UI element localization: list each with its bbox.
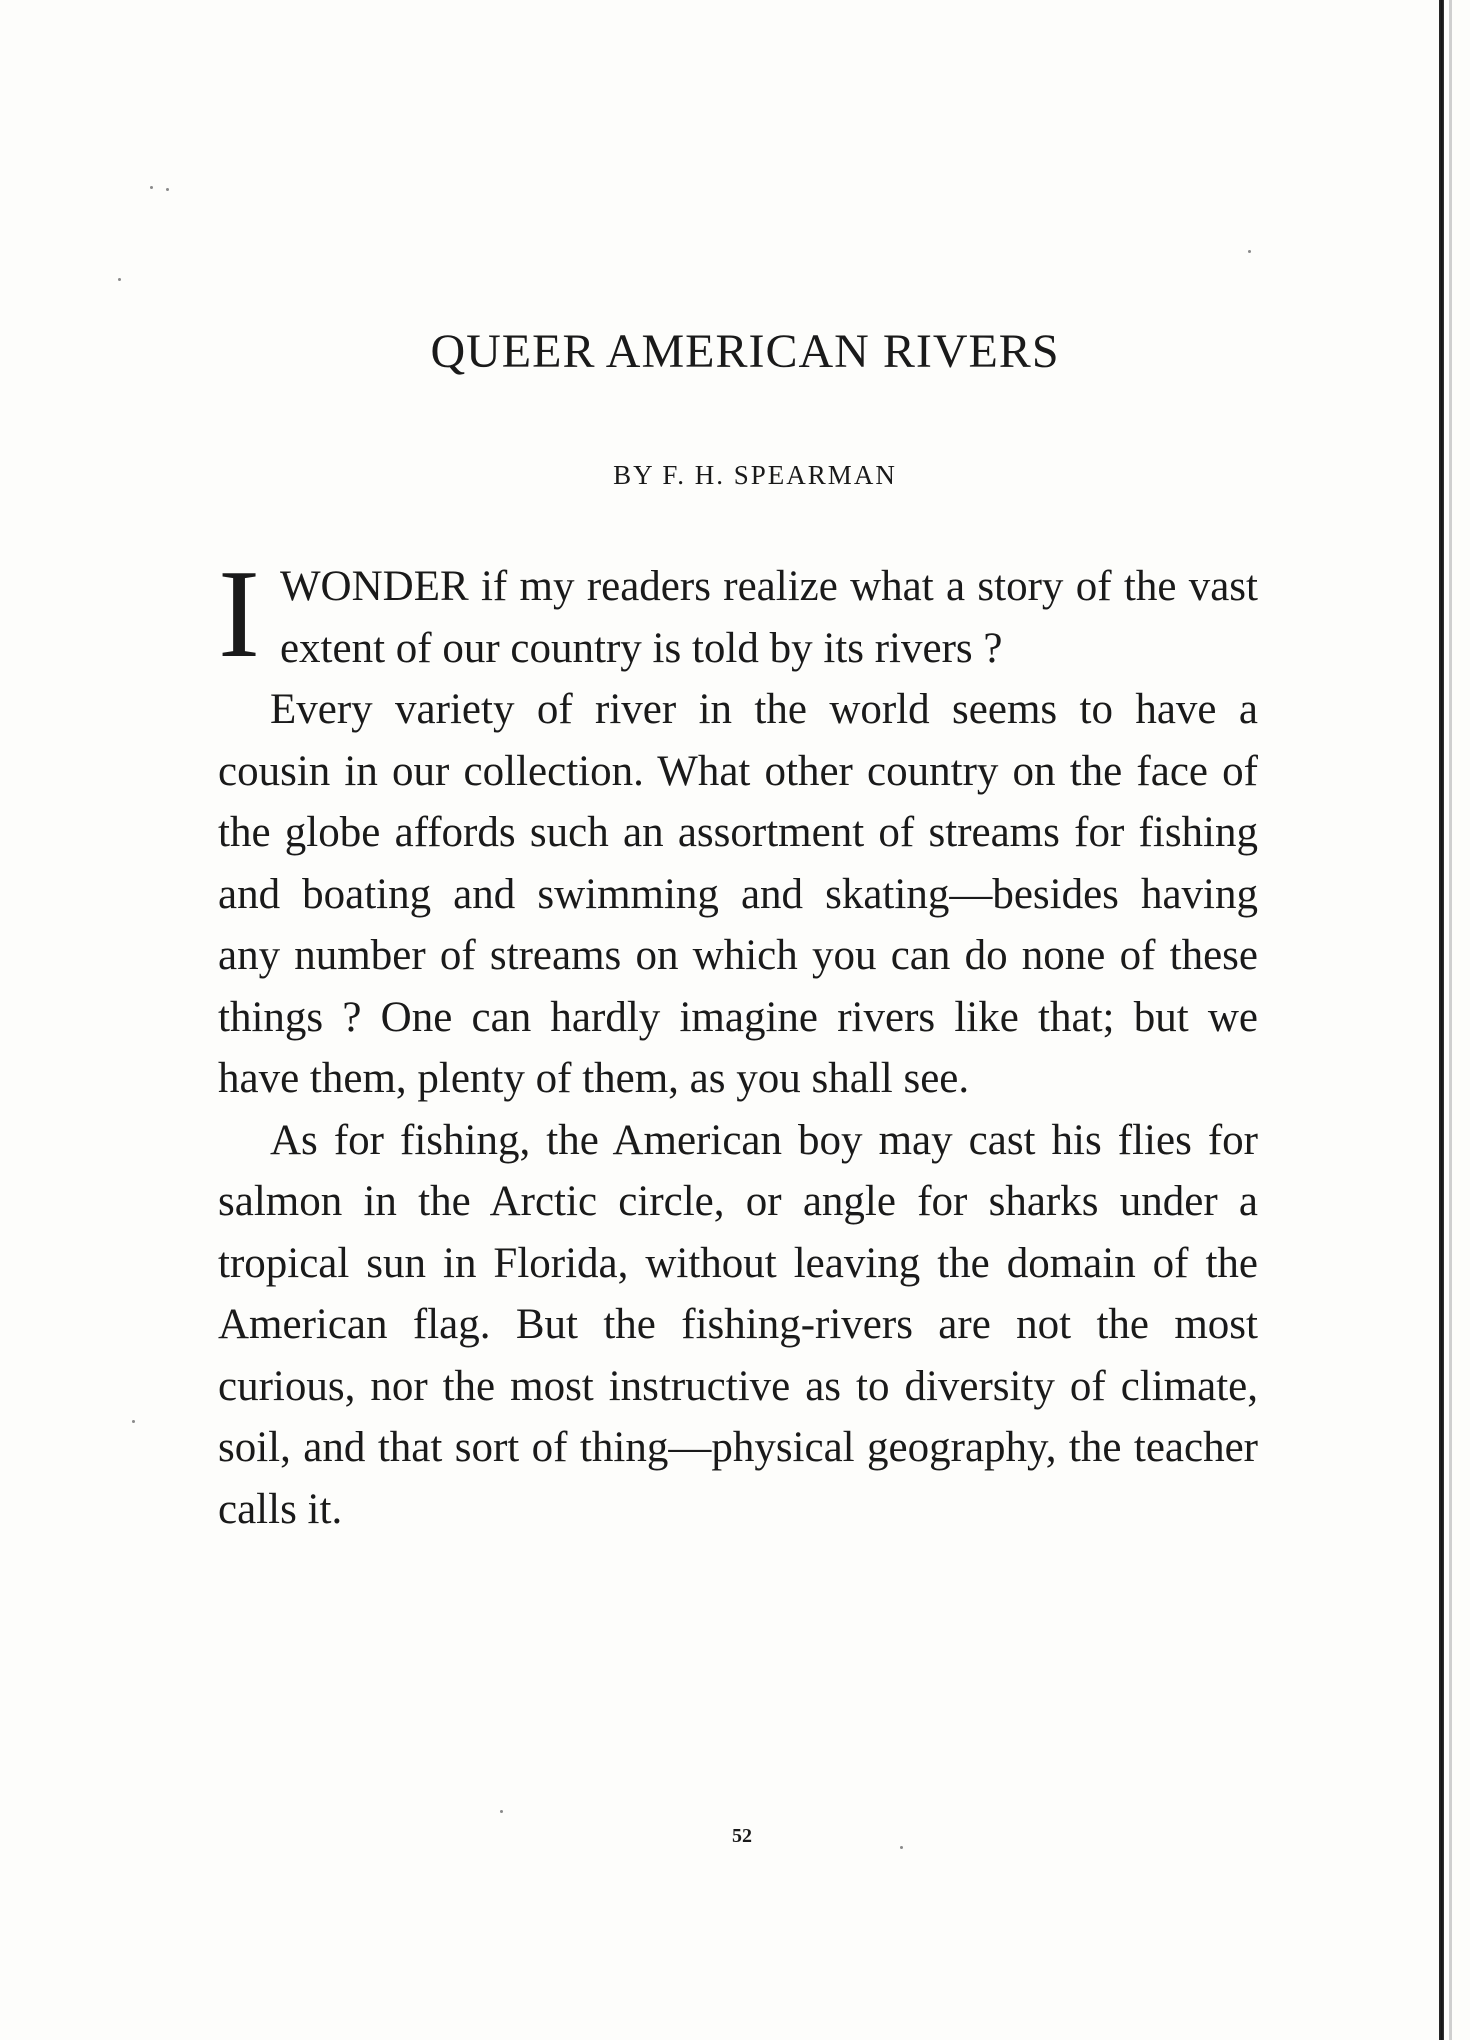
article-title: QUEER AMERICAN RIVERS <box>430 325 1060 378</box>
scan-speck <box>132 1420 135 1423</box>
paragraph-2: Every variety of river in the world seems to have a cousin in our collection. What other country on the face of the globe affords such an assortment of streams for fishing and boating and swimming and skating—besides having any number of streams on which you can do none of these things ? One can hardly imagine rivers like that; but we have them, plenty of them, as you shall see. <box>218 686 1258 1102</box>
scan-speck <box>166 188 169 191</box>
page-binding-edge <box>1439 0 1444 2040</box>
article-byline: BY F. H. SPEARMAN <box>613 460 897 490</box>
binding-edge-shadow <box>1449 0 1452 2040</box>
drop-cap: I <box>218 545 260 684</box>
scan-speck <box>500 1810 503 1813</box>
scan-speck <box>118 278 121 281</box>
scan-speck <box>900 1846 903 1849</box>
scan-speck <box>1248 250 1251 253</box>
paragraph-3: As for fishing, the American boy may cast his flies for salmon in the Arctic circle, or angle for sharks under a tropical sun in Florida, without leaving the domain of the American flag. But the fishing-rivers are not the most curious, nor the most instructive as to diversity of climate, soil, and that sort of thing—physical geography, the teacher calls it. <box>218 1116 1258 1533</box>
scan-speck <box>150 186 153 189</box>
paragraph-1 <box>218 545 1258 684</box>
paragraph-1-text: WONDER if my readers realize what a story of the vast extent of our country is told by its rivers ? <box>279 563 1258 672</box>
article-body <box>218 545 1258 1540</box>
page-number: 52 <box>732 1825 752 1847</box>
